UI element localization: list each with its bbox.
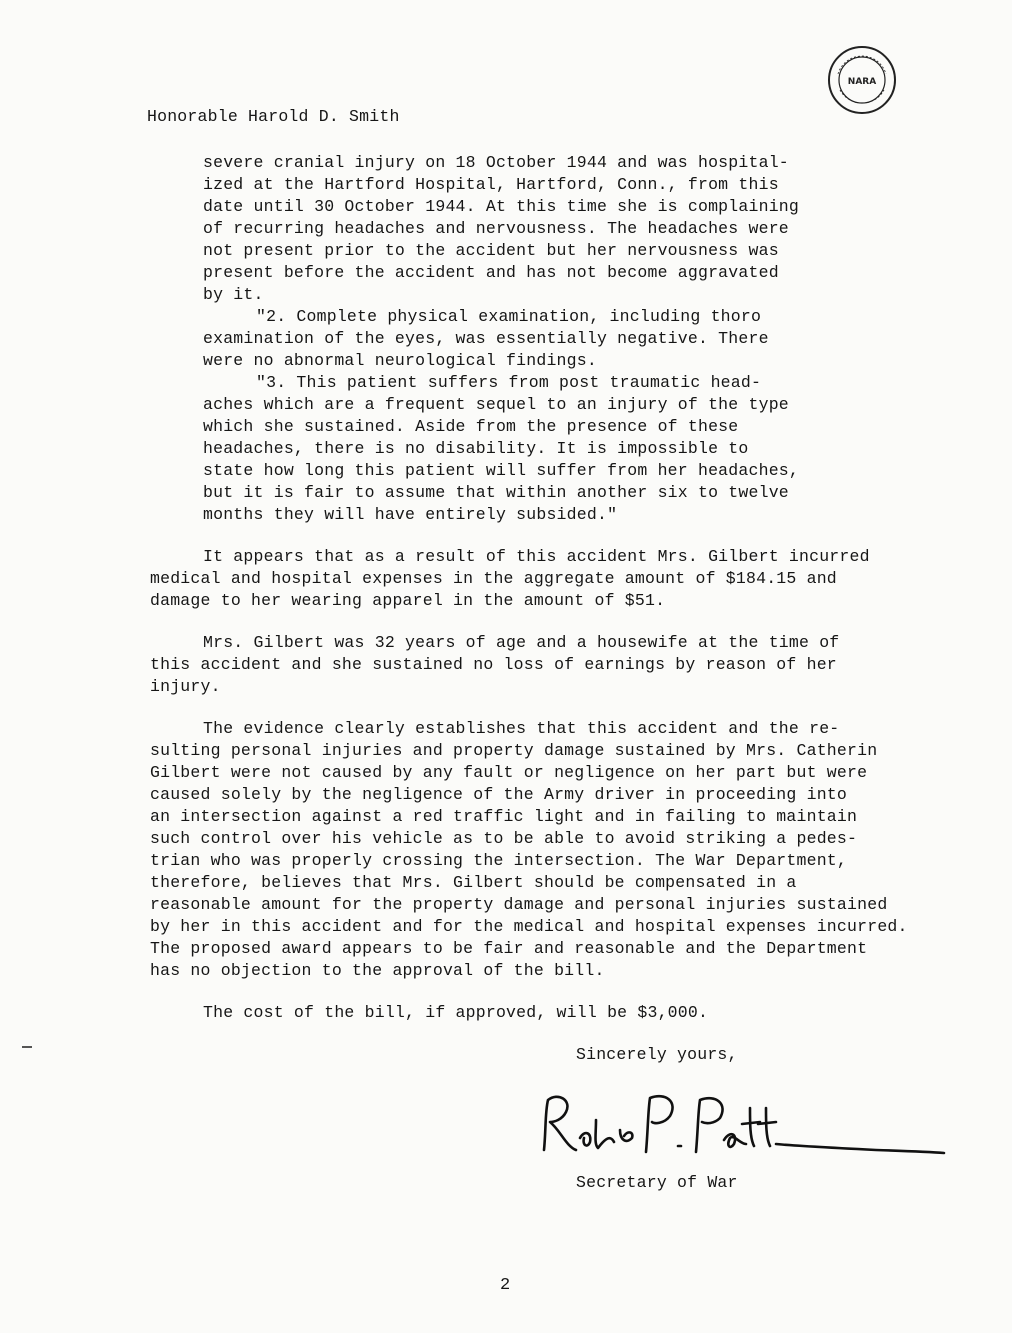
report-line: aches which are a frequent sequel to an injury of the type	[203, 395, 789, 414]
report-line: which she sustained. Aside from the presence of these	[203, 417, 739, 436]
salutation: Honorable Harold D. Smith	[147, 107, 400, 126]
svg-text:NARA: NARA	[847, 77, 877, 87]
report-line: ized at the Hartford Hospital, Hartford, Conn., from this	[203, 175, 779, 194]
report-line: not present prior to the accident but her nervousness was	[203, 241, 779, 260]
closing: Sincerely yours,	[576, 1045, 738, 1064]
evidence-line: therefore, believes that Mrs. Gilbert should be compensated in a	[150, 873, 797, 892]
evidence-line: The evidence clearly establishes that this accident and the re-	[203, 719, 840, 738]
report-line: "2. Complete physical examination, including thoro	[256, 307, 762, 326]
report-line: present before the accident and has not become aggravated	[203, 263, 779, 282]
report-line: examination of the eyes, was essentially negative. There	[203, 329, 769, 348]
signer-title: Secretary of War	[576, 1173, 738, 1192]
page-number: 2	[500, 1276, 511, 1295]
report-line: of recurring headaches and nervousness. The headaches were	[203, 219, 789, 238]
archive-stamp-icon	[826, 44, 898, 116]
evidence-line: by her in this accident and for the medical and hospital expenses incurred.	[150, 917, 908, 936]
report-line: state how long this patient will suffer from her headaches,	[203, 461, 799, 480]
age-line: this accident and she sustained no loss of earnings by reason of her	[150, 655, 837, 674]
expenses-line: damage to her wearing apparel in the amount of $51.	[150, 591, 666, 610]
margin-mark	[22, 1046, 32, 1048]
report-line: by it.	[203, 285, 264, 304]
evidence-line: reasonable amount for the property damage and personal injuries sustained	[150, 895, 888, 914]
report-line: were no abnormal neurological findings.	[203, 351, 597, 370]
report-line: months they will have entirely subsided."	[203, 505, 618, 524]
evidence-line: trian who was properly crossing the intersection. The War Department,	[150, 851, 848, 870]
evidence-line: Gilbert were not caused by any fault or negligence on her part but were	[150, 763, 868, 782]
report-line: headaches, there is no disability. It is impossible to	[203, 439, 749, 458]
evidence-line: an intersection against a red traffic light and in failing to maintain	[150, 807, 858, 826]
evidence-line: sulting personal injuries and property damage sustained by Mrs. Catherin	[150, 741, 878, 760]
evidence-line: such control over his vehicle as to be able to avoid striking a pedes-	[150, 829, 858, 848]
age-line: Mrs. Gilbert was 32 years of age and a housewife at the time of	[203, 633, 840, 652]
report-line: but it is fair to assume that within another six to twelve	[203, 483, 789, 502]
evidence-line: has no objection to the approval of the bill.	[150, 961, 605, 980]
report-line: severe cranial injury on 18 October 1944 and was hospital-	[203, 153, 789, 172]
evidence-line: caused solely by the negligence of the Army driver in proceeding into	[150, 785, 848, 804]
report-line: "3. This patient suffers from post traumatic head-	[256, 373, 762, 392]
expenses-line: medical and hospital expenses in the aggregate amount of $184.15 and	[150, 569, 837, 588]
expenses-line: It appears that as a result of this accident Mrs. Gilbert incurred	[203, 547, 870, 566]
age-line: injury.	[150, 677, 221, 696]
report-line: date until 30 October 1944. At this time she is complaining	[203, 197, 799, 216]
evidence-line: The proposed award appears to be fair and reasonable and the Department	[150, 939, 868, 958]
signature-image	[536, 1090, 946, 1166]
cost-line: The cost of the bill, if approved, will be $3,000.	[203, 1003, 709, 1022]
